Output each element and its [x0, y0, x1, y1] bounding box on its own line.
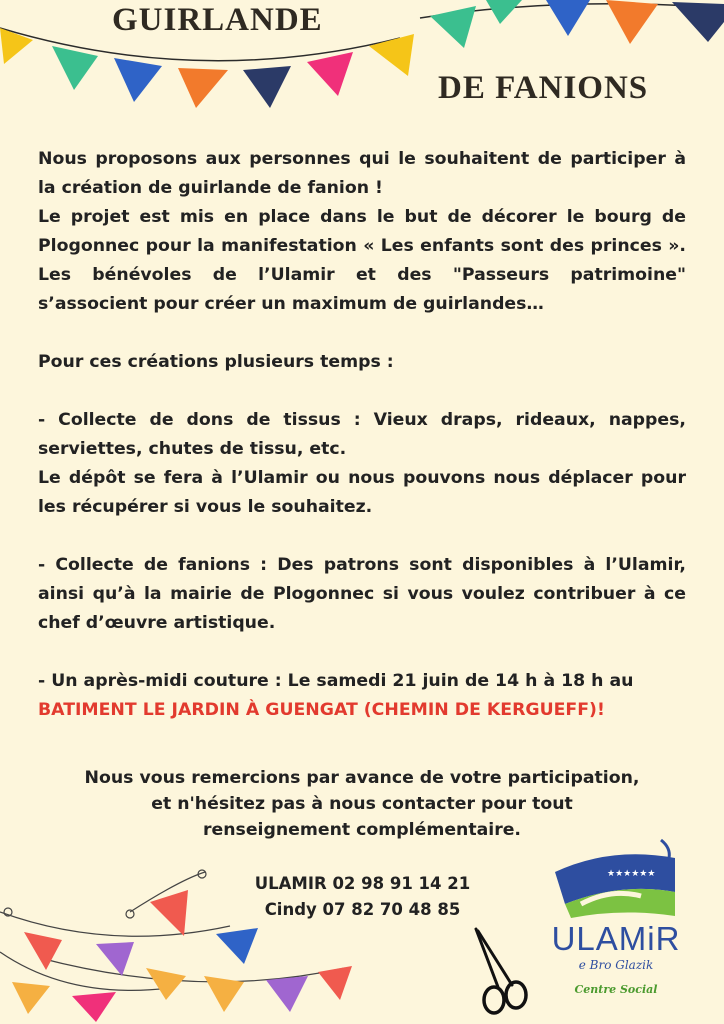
contact-block: [200, 871, 525, 923]
pennant: [369, 34, 414, 76]
step-pennant-collection: - Collecte de fanions : Des patrons sont disponibles à l’Ulamir, ainsi qu’à la mairie de Plogonnec si vous voulez contribuer à ce chef d’œuvre artistique.: [38, 555, 686, 633]
pennant: [12, 982, 50, 1014]
closing-line-1: Nous vous remercions par avance de votre participation,: [84, 768, 640, 788]
pennant: [430, 6, 476, 48]
closing-line-2: et n'hésitez pas à nous contacter pour tout: [151, 794, 573, 814]
pennant: [114, 58, 162, 102]
step-sewing-afternoon: - Un après-midi couture : Le samedi 21 juin de 14 h à 18 h au: [38, 671, 634, 691]
pennant: [204, 976, 244, 1012]
intro-paragraph: Nous proposons aux personnes qui le souhaitent de participer à la création de guirlande de fanion !: [38, 149, 686, 198]
logo-subtitle: e Bro Glazik: [578, 958, 654, 972]
pennant: [72, 992, 116, 1022]
pennant: [606, 0, 658, 44]
ulamir-logo-flag-icon: [551, 838, 681, 920]
pennant: [546, 0, 590, 36]
pennant: [266, 976, 308, 1012]
pennant: [24, 932, 62, 970]
pennant: [146, 968, 186, 1000]
pennant: [318, 966, 352, 1000]
pennant: [96, 942, 134, 976]
closing-text: [60, 765, 664, 843]
svg-text:★★★★★★: ★★★★★★: [607, 869, 656, 879]
contact-ulamir: ULAMIR 02 98 91 14 21: [254, 874, 471, 893]
pennant: [672, 2, 724, 42]
pennant: [307, 52, 353, 96]
ulamir-logo: [551, 838, 681, 1003]
pennant: [486, 0, 522, 24]
logo-name: ULAMiR: [551, 920, 681, 957]
title-line-1: GUIRLANDE: [112, 2, 323, 38]
scissors-icon: [468, 925, 534, 1021]
steps-heading: Pour ces créations plusieurs temps :: [38, 352, 394, 372]
title-line-2: DE FANIONS: [438, 70, 649, 106]
closing-line-3: renseignement complémentaire.: [203, 820, 521, 840]
contact-cindy: Cindy 07 82 70 48 85: [264, 900, 461, 919]
event-location: BATIMENT LE JARDIN À GUENGAT (CHEMIN DE KERGUEFF)!: [38, 700, 605, 720]
pennant: [150, 890, 188, 936]
logo-tagline: Centre Social: [574, 983, 658, 996]
pennant: [243, 66, 291, 108]
pennant: [178, 68, 228, 108]
pennant: [52, 46, 98, 90]
body-text: [38, 145, 686, 725]
step-fabric-drop-off: Le dépôt se fera à l’Ulamir ou nous pouvons nous déplacer pour les récupérer si vous le souhaitez.: [38, 468, 686, 517]
step-fabric-collection: - Collecte de dons de tissus : Vieux draps, rideaux, nappes, serviettes, chutes de tissu, etc.: [38, 410, 686, 459]
pennant: [216, 928, 258, 964]
project-paragraph: Le projet est mis en place dans le but de décorer le bourg de Plogonnec pour la manifestation « Les enfants sont des princes ». Les bénévoles de l’Ulamir et des "Passeurs patrimoine" s’associent pour créer un maximum de guirlandes…: [38, 207, 686, 314]
